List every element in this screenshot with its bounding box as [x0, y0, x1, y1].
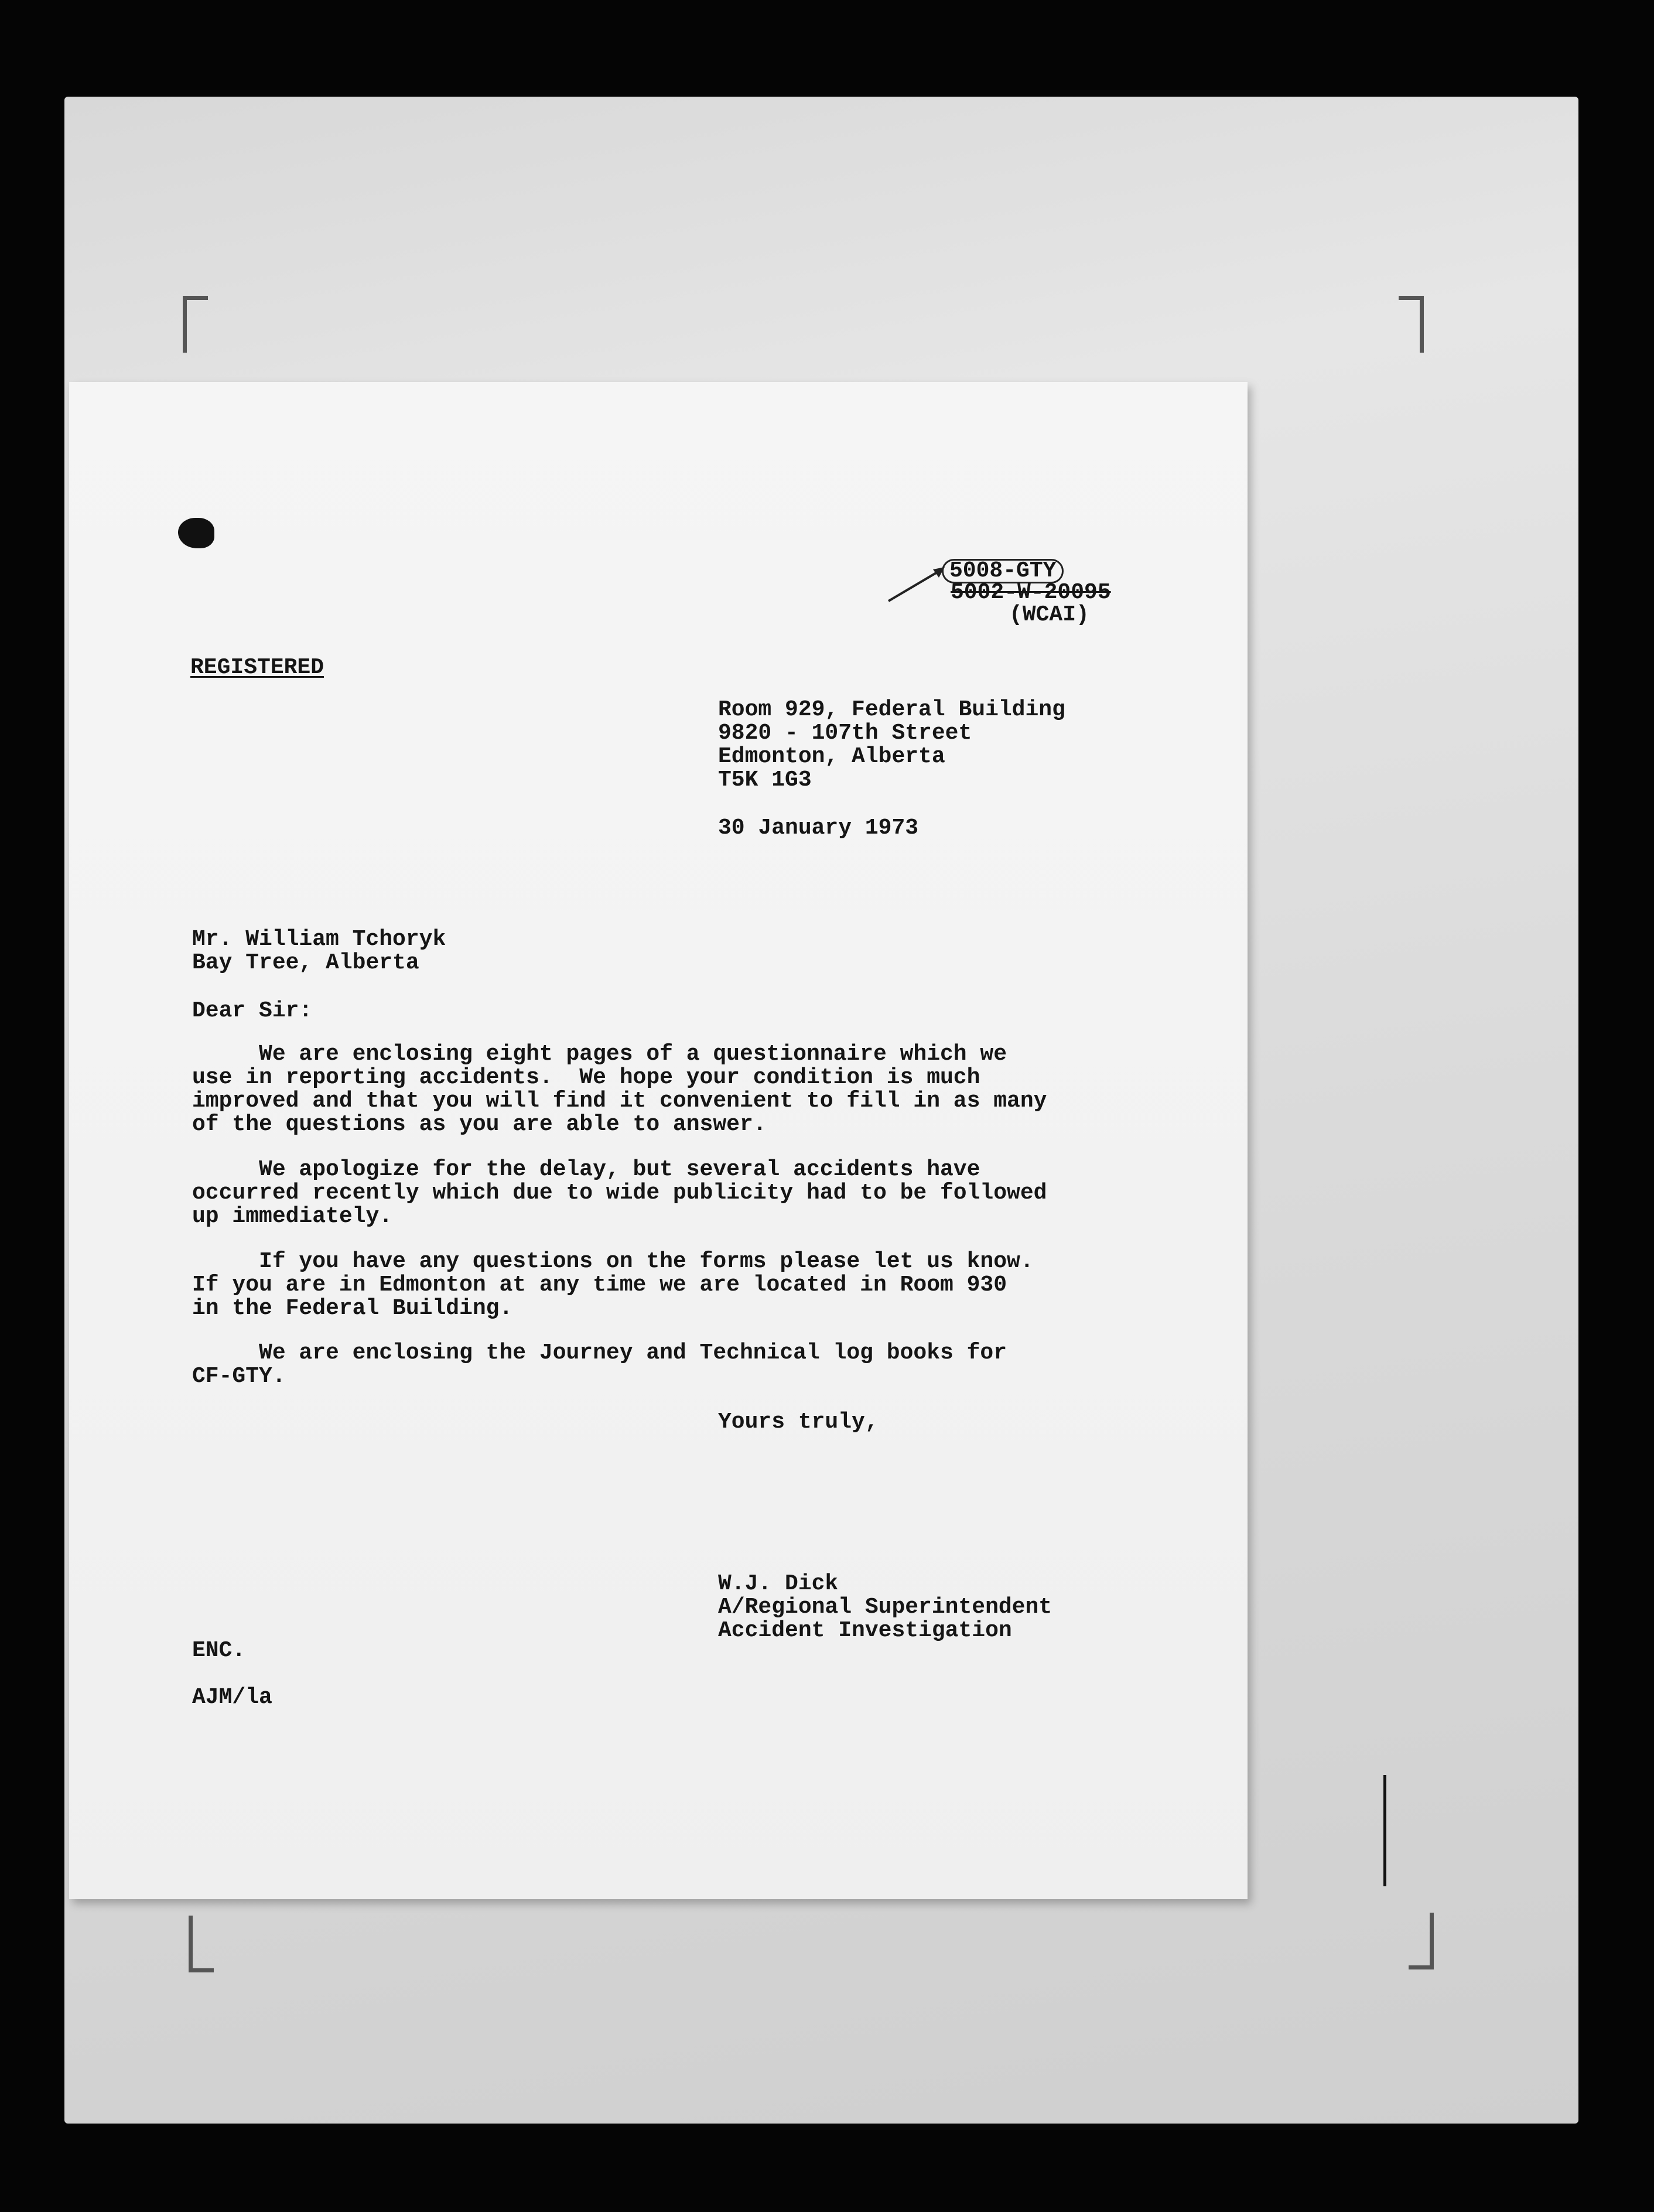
- enclosure-note: ENC.: [192, 1638, 246, 1663]
- letter-page: [69, 382, 1248, 1899]
- signature-line: W.J. Dick: [718, 1571, 839, 1596]
- recipient-line: Mr. William Tchoryk: [192, 927, 446, 952]
- crop-mark-bottom-right: [1409, 1913, 1434, 1969]
- crop-mark-top-right: [1399, 296, 1424, 353]
- file-reference-circled: 5008-GTY: [942, 559, 1064, 583]
- paragraph-line: If you have any questions on the forms please let us know.: [192, 1249, 1034, 1274]
- paragraph-line: of the questions as you are able to answer.: [192, 1112, 767, 1137]
- signature-line: Accident Investigation: [718, 1618, 1012, 1643]
- arrow-icon: [886, 558, 951, 605]
- salutation: Dear Sir:: [192, 998, 313, 1023]
- paragraph-line: We are enclosing the Journey and Technical log books for: [192, 1340, 1007, 1366]
- file-reference-code: (WCAI): [1009, 602, 1089, 627]
- recipient-line: Bay Tree, Alberta: [192, 950, 419, 975]
- address-line: Room 929, Federal Building: [718, 697, 1065, 722]
- signature-line: A/Regional Superintendent: [718, 1595, 1052, 1620]
- registered-heading: REGISTERED: [190, 655, 324, 680]
- punch-hole: [178, 518, 214, 548]
- edge-mark: [1383, 1775, 1386, 1886]
- closing: Yours truly,: [718, 1409, 879, 1435]
- crop-mark-top-left: [183, 296, 208, 353]
- paragraph-line: CF-GTY.: [192, 1364, 286, 1389]
- paragraph-line: We are enclosing eight pages of a questionnaire which we: [192, 1042, 1007, 1067]
- address-line: 9820 - 107th Street: [718, 721, 972, 746]
- paragraph-line: We apologize for the delay, but several accidents have: [192, 1157, 980, 1182]
- paragraph-line: in the Federal Building.: [192, 1296, 513, 1321]
- letter-date: 30 January 1973: [718, 815, 919, 841]
- address-line: Edmonton, Alberta: [718, 744, 945, 769]
- paragraph-line: use in reporting accidents. We hope your condition is much: [192, 1065, 980, 1090]
- paragraph-line: occurred recently which due to wide publicity had to be followed: [192, 1180, 1047, 1206]
- typist-initials: AJM/la: [192, 1685, 272, 1710]
- paragraph-line: improved and that you will find it convenient to fill in as many: [192, 1088, 1047, 1114]
- paragraph-line: If you are in Edmonton at any time we are located in Room 930: [192, 1272, 1007, 1298]
- file-reference-struck: 5002-W-20095: [951, 580, 1111, 605]
- crop-mark-bottom-left: [189, 1916, 214, 1972]
- paragraph-line: up immediately.: [192, 1204, 393, 1229]
- address-line: T5K 1G3: [718, 767, 812, 793]
